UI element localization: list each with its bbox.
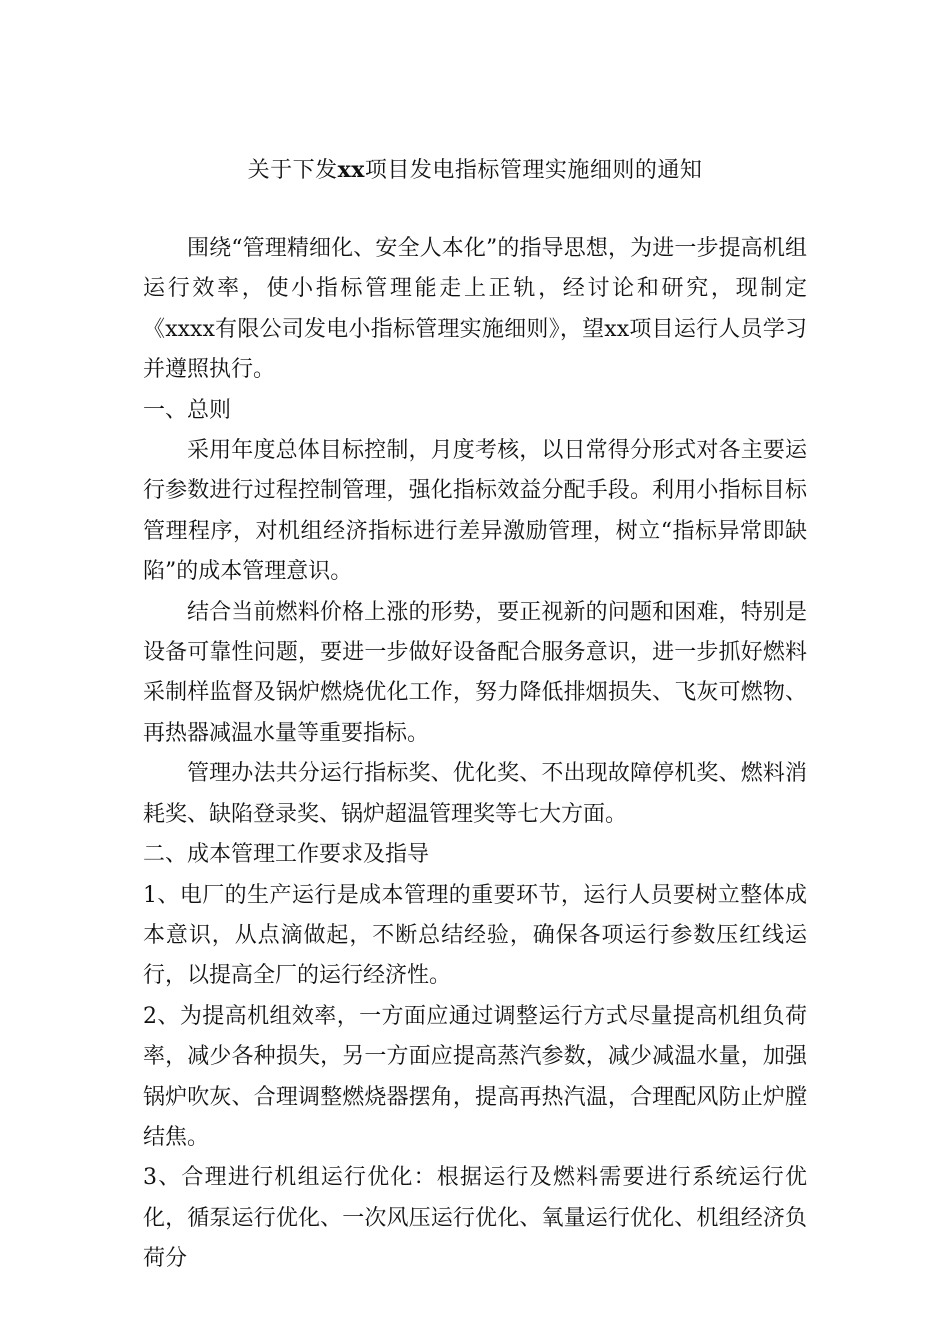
intro-paragraph: 围绕“管理精细化、安全人本化”的指导思想，为进一步提高机组运行效率，使小指标管理能走上正轨，经讨论和研究，现制定《xxxx有限公司发电小指标管理实施细则》，望xx项目运行人员学习并遵照执行。 (143, 236, 807, 383)
cost-item-2: 2、为提高机组效率，一方面应通过调整运行方式尽量提高机组负荷率，减少各种损失，另一方面应提高蒸汽参数，减少减温水量，加强锅炉吹灰、合理调整燃烧器摆角，提高再热汽温，合理配风防止炉膛结焦。 (143, 1003, 807, 1150)
cost-item-3: 3、合理进行机组运行优化：根据运行及燃料需要进行系统运行优化，循泵运行优化、一次风压运行优化、氧量运行优化、机组经济负荷分 (143, 1165, 807, 1272)
section-heading-cost: 二、成本管理工作要求及指导 (143, 842, 430, 868)
title-prefix: 关于下发 (247, 158, 338, 183)
general-paragraph-1: 采用年度总体目标控制，月度考核，以日常得分形式对各主要运行参数进行过程控制管理，强化指标效益分配手段。利用小指标目标管理程序，对机组经济指标进行差异激励管理，树立“指标异常即缺陷”的成本管理意识。 (143, 438, 807, 585)
document-title (0, 150, 950, 191)
document-body (143, 229, 807, 1280)
general-paragraph-3: 管理办法共分运行指标奖、优化奖、不出现故障停机奖、燃料消耗奖、缺陷登录奖、锅炉超温管理奖等七大方面。 (143, 761, 807, 827)
title-suffix: 项目发电指标管理实施细则的通知 (364, 158, 703, 183)
section-heading-general: 一、总则 (143, 397, 232, 423)
title-bold: xx (337, 157, 365, 183)
general-paragraph-2: 结合当前燃料价格上涨的形势，要正视新的问题和困难，特别是设备可靠性问题，要进一步做好设备配合服务意识，进一步抓好燃料采制样监督及锅炉燃烧优化工作，努力降低排烟损失、飞灰可燃物、再热器减温水量等重要指标。 (143, 599, 807, 746)
cost-item-1: 1、电厂的生产运行是成本管理的重要环节，运行人员要树立整体成本意识，从点滴做起，不断总结经验，确保各项运行参数压红线运行，以提高全厂的运行经济性。 (143, 882, 807, 989)
